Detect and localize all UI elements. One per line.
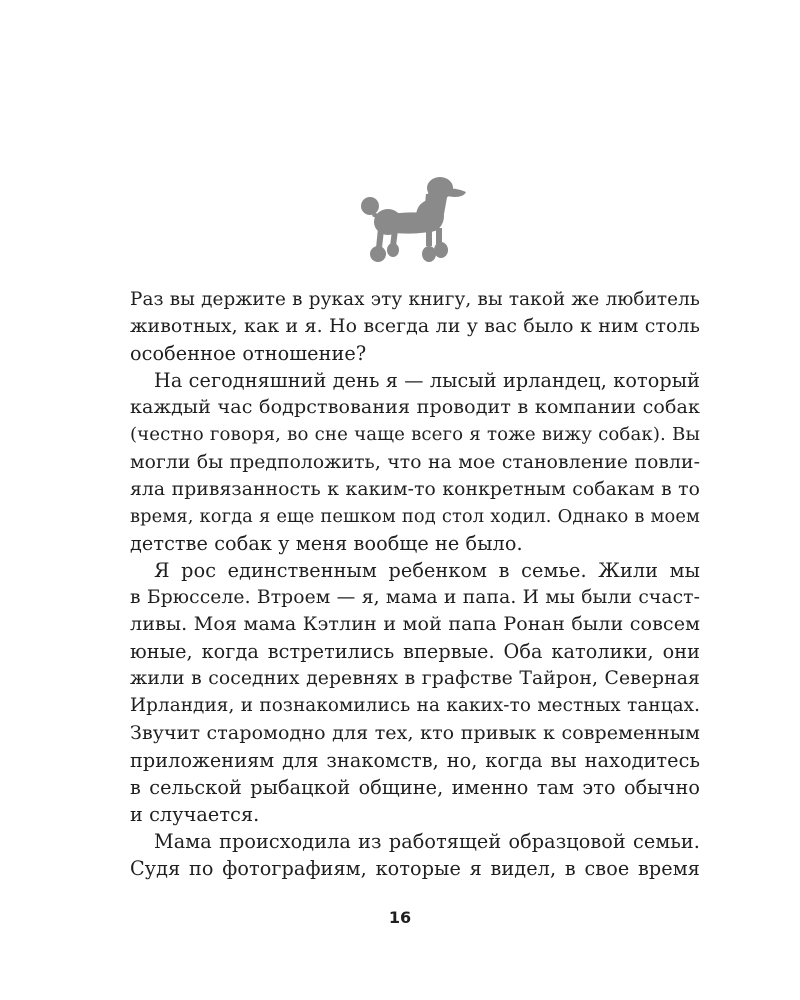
text-line: особенное отношение? [130, 342, 367, 366]
text-line: Раз вы держите в руках эту книгу, вы такой же любитель [130, 289, 700, 310]
text-line: детстве собак у меня вообще не было. [130, 531, 523, 555]
text-line: яла привязанность к каким-то конкретным собакам в то [130, 478, 700, 500]
text-line: Я рос единственным ребенком в семье. Жили мы [154, 558, 700, 582]
paragraph [130, 367, 700, 557]
text-line: могли бы предположить, что на мое становление повли- [130, 451, 700, 473]
text-line: Мама происходила из работящей образцовой семьи. [154, 829, 700, 853]
paragraph [130, 828, 700, 882]
text-line: приложениям для знакомств, но, когда вы находитесь [130, 748, 700, 772]
text-line: животных, как и я. Но всегда ли у вас было к ним столь [130, 315, 700, 338]
paragraph [130, 286, 700, 367]
paragraph [130, 557, 700, 828]
body-text [130, 286, 700, 882]
text-line: Звучит старомодно для тех, кто привык к современным [130, 721, 700, 744]
text-line: каждый час бодрствования проводит в компании собак [130, 396, 700, 419]
text-line: юные, когда встретились впервые. Оба католики, они [130, 640, 700, 664]
text-line: в сельской рыбацкой общине, именно там это обычно [130, 775, 700, 799]
text-line: жили в соседних деревнях в графстве Тайрон, Северная [130, 668, 700, 690]
poodle-silhouette-icon [356, 170, 468, 264]
text-line: время, когда я еще пешком под стол ходил. Однако в моем [130, 505, 700, 527]
page-number: 16 [388, 908, 412, 927]
text-line: ливы. Моя мама Кэтлин и мой папа Ронан были совсем [130, 613, 700, 636]
text-line: (честно говоря, во сне чаще всего я тоже вижу собак). Вы [130, 424, 700, 446]
text-line: На сегодняшний день я — лысый ирландец, который [154, 369, 700, 393]
text-line: Ирландия, и познакомились на каких-то местных танцах. [130, 695, 700, 717]
text-line: Судя по фотографиям, которые я видел, в свое время [130, 856, 700, 880]
text-line: и случается. [130, 802, 260, 826]
text-line: в Брюсселе. Втроем — я, мама и папа. И мы были счаст- [130, 587, 700, 609]
